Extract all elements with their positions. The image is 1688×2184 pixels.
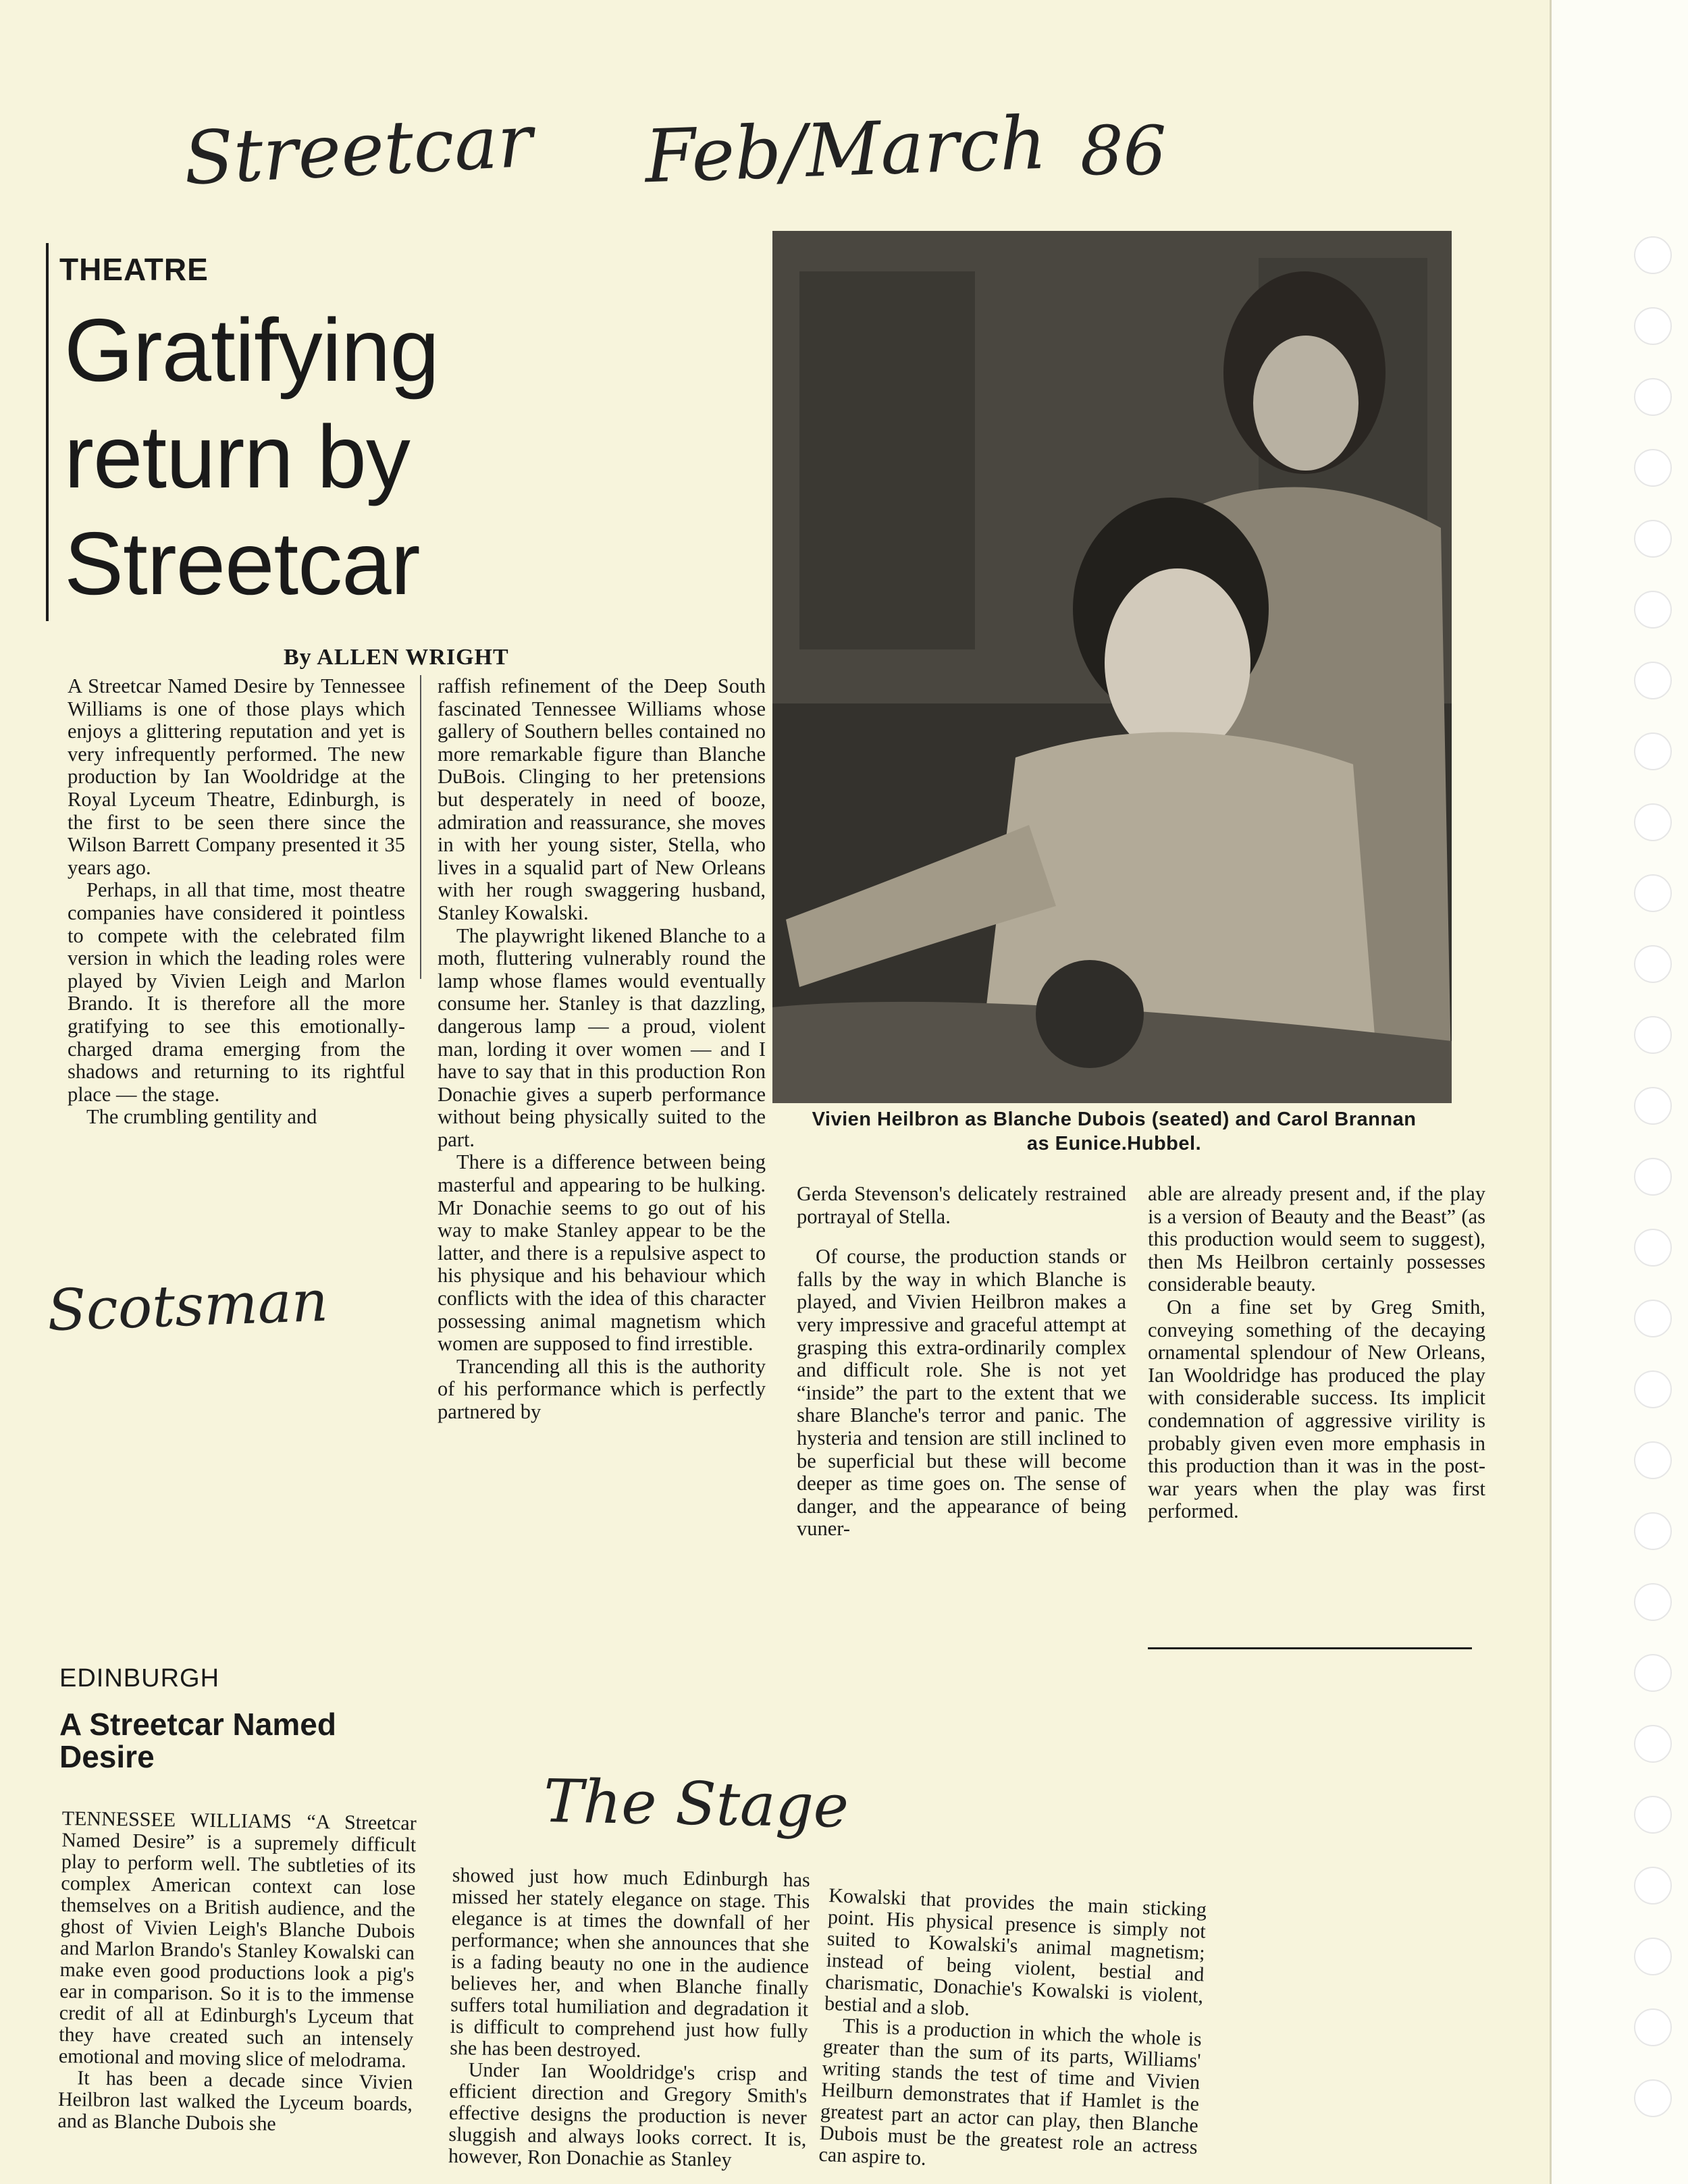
punch-hole [1634,1441,1672,1479]
punch-hole [1634,1583,1672,1621]
article1-column-2 [438,675,766,1424]
caption-line: as Eunice.Hubbel. [1026,1133,1202,1154]
article1-column-3 [797,1183,1126,1541]
handwritten-note-streetcar: Streetcar [182,99,535,202]
punch-hole [1634,591,1672,629]
article2-title [59,1708,336,1773]
punch-hole [1634,1512,1672,1550]
paragraph: TENNESSEE WILLIAMS “A Streetcar Named Desire” is a supremely difficult play to perform well. The subtleties of its complex American context can lose themselves on a British audience, and the ghost of Vivien Leigh's Blanche Dubois and Marlon Brando's Stanley Kowalski can make even good productions look a pig's ear in comparison. So it is to the immense credit of all at Edinburgh's Lyceum that they have created such an intensely emotional and moving slice of melodrama. [58,1807,417,2073]
paragraph: The playwright likened Blanche to a moth, fluttering vulnerably round the lamp whose flames would eventually consume her. Stanley is that dazzling, dangerous lamp — a proud, violent man, lording it over women — and I have to say that in this production Ron Donachie gives a superb performance without being physically suited to the part. [438,924,766,1151]
punch-hole [1634,1016,1672,1054]
article2-column-1 [57,1808,417,2137]
handwritten-note-year: 86 [1080,111,1167,190]
paragraph: Under Ian Wooldridge's crisp and efficient direction and Gregory Smith's effective designs the production is never sluggish and always looks correct. It is, however, Ron Donachie as Stanley [448,2058,808,2171]
punch-hole [1634,1867,1672,1905]
headline [64,297,439,617]
paragraph: Gerda Stevenson's delicately restrained portrayal of Stella. [797,1182,1126,1228]
production-photo [772,231,1452,1103]
punch-hole [1634,1087,1672,1125]
punch-hole [1634,236,1672,274]
paragraph: The crumbling gentility and [86,1105,317,1129]
section-label: THEATRE [59,252,209,287]
punch-hole [1634,733,1672,770]
punch-hole [1634,520,1672,558]
article1-column-1 [68,675,405,1129]
punch-hole [1634,1938,1672,1975]
headline-line: Streetcar [64,514,420,613]
punch-hole [1634,1370,1672,1408]
handwritten-note-the-stage: The Stage [543,1766,849,1841]
headline-line: Gratifying [64,300,439,400]
punch-hole [1634,1654,1672,1692]
paragraph: showed just how much Edinburgh has missed her stately elegance on stage. This elegance is at times the downfall of her performance; when she announces that she is a fading beauty no one in the audience believes her, and when Blanche finally suffers total humiliation and degradation it is difficult to comprehend just how fully she has been destroyed. [449,1864,810,2062]
paragraph: It has been a decade since Vivien Heilbron last walked the Lyceum boards, and as Blanche Dubois she [57,2067,413,2135]
handwritten-note-date: Feb/March [643,101,1049,200]
paragraph: A Streetcar Named Desire by Tennessee Williams is one of those plays which enjoys a glittering reputation and yet is very infrequently performed. The new production by Ian Wooldridge at the Royal Lyceum Theatre, Edinburgh, is the first to be seen there since the Wilson Barrett Company presented it 35 years ago. [68,674,405,879]
paragraph: raffish refinement of the Deep South fascinated Tennessee Williams whose gallery of Southern belles contained no more remarkable figure than Blanche DuBois. Clinging to her pretensions but desperately in need of booze, admiration and reassurance, she moves in with her young sister, Stella, who lives in a squalid part of New Orleans with her rough swaggering husband, Stanley Kowalski. [438,674,766,924]
punch-hole [1634,378,1672,416]
article1-column-4 [1148,1183,1485,1523]
article2-column-3 [818,1885,1207,2180]
end-rule [1148,1647,1472,1649]
punch-hole [1634,945,1672,983]
punch-hole [1634,449,1672,487]
title-line: Desire [59,1739,155,1774]
paragraph: On a fine set by Greg Smith, conveying something of the decaying ornamental splendour of New Orleans, Ian Wooldridge has produced the play with considerable success. Its implicit condemnation of aggressive virility is probably given even more emphasis in this production than it was in the post-war years when the play was first performed. [1148,1295,1485,1523]
punch-hole [1634,874,1672,912]
punch-hole [1634,1158,1672,1196]
paragraph: Of course, the production stands or falls by the way in which Blanche is played, and Vivien Heilbron makes a very impressive and graceful attempt at grasping this extra-ordinarily complex and difficult role. She is not yet “inside” the part to the extent that we share Blanche's terror and panic. The hysteria and tension are still inclined to be superficial but these will become deeper as time goes on. The sense of danger, and the appearance of being vuner- [797,1245,1126,1541]
handwritten-note-scotsman: Scotsman [46,1267,329,1344]
punch-hole [1634,1725,1672,1763]
dateline: EDINBURGH [59,1664,220,1693]
paragraph: There is a difference between being masterful and appearing to be hulking. Mr Donachie seems to go out of his way to make Stanley appear to be the latter, and there is a repulsive aspect to his physique and his behaviour which conflicts with the idea of this character possessing animal magnetism which women are supposed to find irrestible. [438,1150,766,1356]
paragraph: This is a production in which the whole is greater than the sum of its parts, Williams' writing stands the test of time and Vivien Heilburn demonstrates that if Hamlet is the greatest part an actor can play, then Blanche Dubois must be the greatest role an actress can aspire to. [818,2014,1203,2170]
paragraph: able are already present and, if the play is a version of Beauty and the Beast” (as this production would seem to suggest), then Ms Heilbron certainly possesses considerable beauty. [1148,1182,1485,1296]
punch-hole [1634,2079,1672,2117]
headline-line: return by [64,407,410,506]
punch-hole [1634,2008,1672,2046]
column-rule [420,675,421,979]
article2-column-2 [448,1865,810,2172]
punch-hole [1634,1796,1672,1834]
paragraph: Kowalski that provides the main sticking point. His physical presence is simply not suited to Kowalski's animal magnetism; instead of being violent, bestial and charismatic, Donachie's Kowalski is violent, bestial and a slob. [824,1884,1207,2021]
punch-hole [1634,1229,1672,1267]
punch-hole [1634,307,1672,345]
punch-hole [1634,1300,1672,1337]
photo-caption [776,1107,1452,1156]
paragraph: Perhaps, in all that time, most theatre companies have considered it pointless to compete with the celebrated film version in which the leading roles were played by Vivien Leigh and Marlon Brando. It is therefore all the more gratifying to see this emotionally-charged drama emerging from the shadows and returning to its rightful place — the stage. [68,878,405,1106]
punch-hole [1634,662,1672,699]
byline: By ALLEN WRIGHT [284,645,509,670]
paragraph: Trancending all this is the authority of his performance which is perfectly partnered by [438,1354,766,1423]
title-line: A Streetcar Named [59,1707,336,1742]
section-rule [46,243,49,621]
photo-image [772,231,1452,1103]
punch-hole [1634,803,1672,841]
caption-line: Vivien Heilbron as Blanche Dubois (seated) and Carol Brannan [812,1109,1417,1130]
